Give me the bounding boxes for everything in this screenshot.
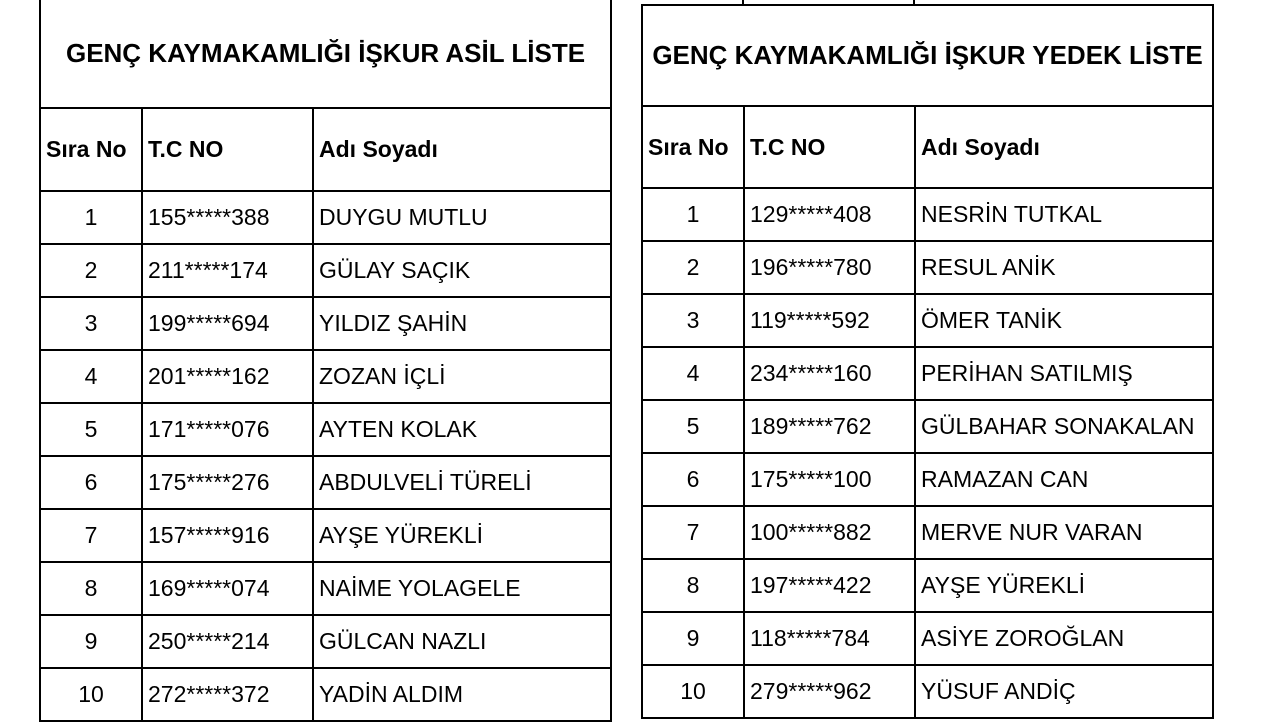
table-row [642,665,1213,718]
row-number: 4 [40,350,142,403]
table-row [40,191,611,244]
full-name: GÜLCAN NAZLI [313,615,611,668]
tc-number: 189*****762 [744,400,915,453]
tc-number: 155*****388 [142,191,313,244]
tc-number: 211*****174 [142,244,313,297]
asil-header-no: Sıra No [40,108,142,191]
table-row [642,400,1213,453]
row-number: 8 [40,562,142,615]
asil-header-tc: T.C NO [142,108,313,191]
full-name: ZOZAN İÇLİ [313,350,611,403]
row-number: 8 [642,559,744,612]
row-number: 6 [40,456,142,509]
table-row [40,509,611,562]
row-number: 10 [642,665,744,718]
row-number: 5 [642,400,744,453]
tc-number: 169*****074 [142,562,313,615]
tc-number: 272*****372 [142,668,313,721]
tc-number: 100*****882 [744,506,915,559]
row-number: 4 [642,347,744,400]
table-row [40,562,611,615]
tc-number: 196*****780 [744,241,915,294]
row-number: 1 [40,191,142,244]
tc-number: 250*****214 [142,615,313,668]
tc-number: 201*****162 [142,350,313,403]
asil-list-table [39,0,612,722]
full-name: NAİME YOLAGELE [313,562,611,615]
row-number: 3 [642,294,744,347]
table-row [642,453,1213,506]
table-row [642,188,1213,241]
yedek-header-row [642,106,1213,188]
full-name: AYŞE YÜREKLİ [915,559,1213,612]
yedek-header-no: Sıra No [642,106,744,188]
full-name: RAMAZAN CAN [915,453,1213,506]
tc-number: 119*****592 [744,294,915,347]
full-name: AYŞE YÜREKLİ [313,509,611,562]
table-row [40,350,611,403]
row-number: 5 [40,403,142,456]
row-number: 2 [40,244,142,297]
tc-number: 197*****422 [744,559,915,612]
full-name: YADİN ALDIM [313,668,611,721]
asil-header-name: Adı Soyadı [313,108,611,191]
table-row [40,297,611,350]
full-name: YILDIZ ŞAHİN [313,297,611,350]
table-row [40,615,611,668]
row-number: 6 [642,453,744,506]
table-row [642,347,1213,400]
yedek-list-table [641,4,1214,719]
tc-number: 129*****408 [744,188,915,241]
yedek-header-tc: T.C NO [744,106,915,188]
full-name: ASİYE ZOROĞLAN [915,612,1213,665]
table-row [40,244,611,297]
table-row [642,506,1213,559]
full-name: GÜLAY SAÇIK [313,244,611,297]
yedek-title: GENÇ KAYMAKAMLIĞI İŞKUR YEDEK LİSTE [642,5,1213,106]
yedek-header-name: Adı Soyadı [915,106,1213,188]
full-name: PERİHAN SATILMIŞ [915,347,1213,400]
tc-number: 171*****076 [142,403,313,456]
tc-number: 279*****962 [744,665,915,718]
asil-title-row [40,0,611,108]
asil-title: GENÇ KAYMAKAMLIĞI İŞKUR ASİL LİSTE [40,0,611,108]
table-row [40,403,611,456]
tc-number: 199*****694 [142,297,313,350]
tc-number: 118*****784 [744,612,915,665]
full-name: NESRİN TUTKAL [915,188,1213,241]
full-name: DUYGU MUTLU [313,191,611,244]
table-row [642,612,1213,665]
row-number: 1 [642,188,744,241]
row-number: 3 [40,297,142,350]
full-name: GÜLBAHAR SONAKALAN [915,400,1213,453]
table-row [642,241,1213,294]
full-name: MERVE NUR VARAN [915,506,1213,559]
row-number: 9 [40,615,142,668]
asil-header-row [40,108,611,191]
full-name: AYTEN KOLAK [313,403,611,456]
full-name: ÖMER TANİK [915,294,1213,347]
tc-number: 234*****160 [744,347,915,400]
row-number: 2 [642,241,744,294]
table-row [40,456,611,509]
row-number: 9 [642,612,744,665]
full-name: RESUL ANİK [915,241,1213,294]
table-row [40,668,611,721]
row-number: 7 [642,506,744,559]
tc-number: 175*****100 [744,453,915,506]
row-number: 10 [40,668,142,721]
full-name: ABDULVELİ TÜRELİ [313,456,611,509]
full-name: YÜSUF ANDİÇ [915,665,1213,718]
tc-number: 157*****916 [142,509,313,562]
table-row [642,294,1213,347]
table-row [642,559,1213,612]
row-number: 7 [40,509,142,562]
tc-number: 175*****276 [142,456,313,509]
yedek-title-row [642,5,1213,106]
